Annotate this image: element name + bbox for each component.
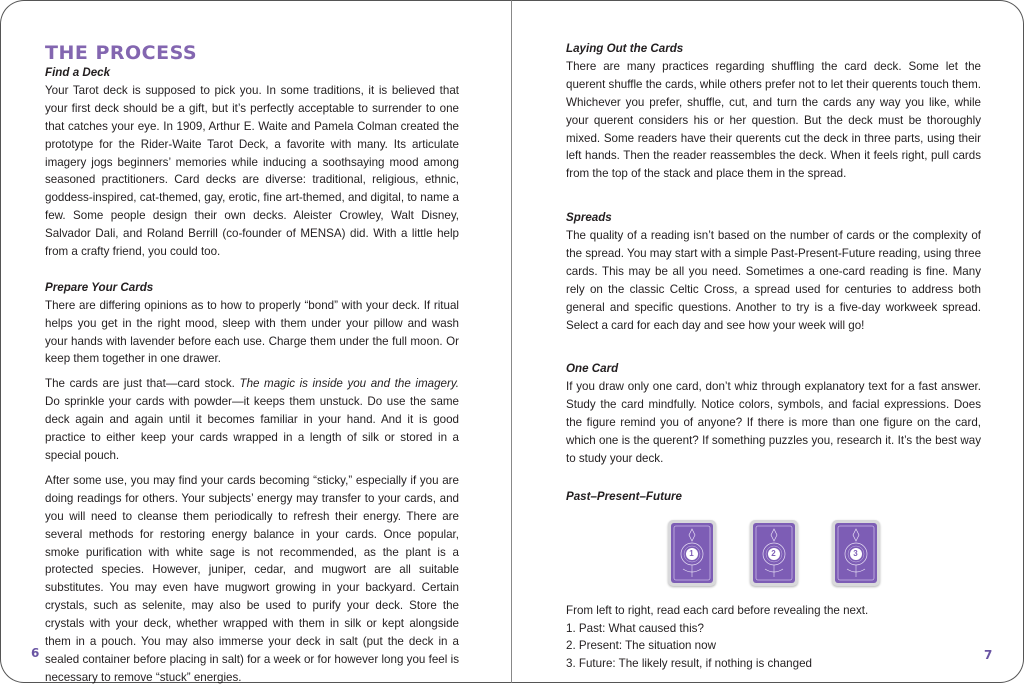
ppf-intro: From left to right, read each card before revealing the next. <box>566 603 869 617</box>
left-column <box>45 40 459 687</box>
spreads-paragraph: The quality of a reading isn’t based on the number of cards or the complexity of the spread. You may start with a simple Past-Present-Future reading, using three cards. This may be all you need. Sometimes a one-card reading is fine. Many rely on the classic Celtic Cross, a spread used for centuries to address both general and specific questions. Another to try is a five-day workweek spread. Select a card for each day and see how your week will go! <box>566 229 982 332</box>
list-item: 2. Present: The situation now <box>566 639 716 653</box>
page-title: THE PROCESS <box>45 42 198 64</box>
emphasis-magic: The magic is inside you and the imagery. <box>239 377 459 391</box>
page-number-left: 6 <box>31 646 40 660</box>
list-item: 1. Past: What caused this? <box>566 621 704 635</box>
card-number: 3 <box>850 548 862 560</box>
list-item: 3. Future: The likely result, if nothing is changed <box>566 657 812 671</box>
section-heading-find-deck: Find a Deck <box>45 66 111 79</box>
tarot-card-spread <box>566 520 981 586</box>
section-heading-laying-out: Laying Out the Cards <box>566 42 684 55</box>
prepare-paragraph-2: The cards are just that—card stock. The magic is inside you and the imagery. Do sprinkle your cards with powder—it keeps them unstuck. Do use the same deck again and again until it becomes familiar in your hand. And it is good practice to either keep your cards wrapped in a length of silk or stored in a special pouch. <box>45 377 459 463</box>
card-number: 2 <box>768 548 780 560</box>
tarot-card <box>832 520 880 586</box>
tarot-card <box>750 520 798 586</box>
section-heading-prepare: Prepare Your Cards <box>45 280 154 294</box>
find-deck-paragraph: Your Tarot deck is supposed to pick you. In some traditions, it is believed that your first deck should be a gift, but it’s perfectly acceptable to surrender to one that catches your eye. In 1909, Arthur E. Waite and Pamela Colman created the prototype for the Rider-Waite Tarot Deck, a favorite with many. Its articulate imagery jogs beginners’ memories while inducing a soothsaying mood among seasoned practitioners. Card decks are diverse: traditional, religious, ethnic, goddess-inspired, cat-themed, gay, erotic, fine art-themed, and digital, to name a few. Some people design their own decks. Aleister Crowley, Walt Disney, Salvador Dali, and Roland Berrill (co-founder of MENSA) did. With a little help from a crafty friend, you could too. <box>45 83 459 259</box>
right-column <box>566 40 981 673</box>
section-heading-spreads: Spreads <box>566 211 612 225</box>
page-number-right: 7 <box>984 648 993 662</box>
one-card-paragraph: If you draw only one card, don’t whiz through explanatory text for a fast answer. Study the card mindfully. Notice colors, symbols, and facial expressions. Does the figure remind you of anyone? If there is more than one figure on the card, which one is the querent? If something puzzles you, research it. It’s the best way to study your deck. <box>566 380 981 465</box>
prepare-paragraph-3: After some use, you may find your cards becoming “sticky,” especially if you are doing readings for others. Your subjects’ energy may transfer to your cards, and you will need to cleanse them periodically to refresh their energy. There are several methods for restoring energy balance in your cards. Once popular, smoke purification with white sage is not recommended, as the plant is a protected species. However, juniper, cedar, and mugwort are all suitable substitutes. You may even have mugwort growing in your backyard. Certain crystals, such as selenite, may also be used to purify your deck. Store the crystals with your deck, whether wrapped with them in silk or kept alongside them in a pouch. You may also immerse your deck in salt (put the deck in a sealed container before placing in salt) for a week or for however long you feel is necessary to remove “stuck” energies. <box>45 473 459 684</box>
prepare-paragraph-1: There are differing opinions as to how to properly “bond” with your deck. If ritual helps you get in the right mood, sleep with them under your pillow and wash your hands with lavender before each use. Charge them under the full moon. Or keep them together in one drawer. <box>45 298 459 366</box>
section-heading-one-card: One Card <box>566 362 619 376</box>
laying-out-paragraph: There are many practices regarding shuffling the card deck. Some let the querent shuffle the cards, while others prefer not to let their querents touch them. Whichever you prefer, shuffle, cut, and turn the cards any way you like, while your querent considers his or her question. But the deck must be thoroughly mixed. Some readers have their querents cut the deck in three parts, using their left hands. Then the reader reassembles the deck. When it feels right, pull cards from the top of the stack and place them in the spread. <box>566 59 981 181</box>
ppf-list <box>566 602 981 674</box>
tarot-card <box>668 520 716 586</box>
card-number: 1 <box>686 548 698 560</box>
section-heading-ppf: Past–Present–Future <box>566 489 682 503</box>
